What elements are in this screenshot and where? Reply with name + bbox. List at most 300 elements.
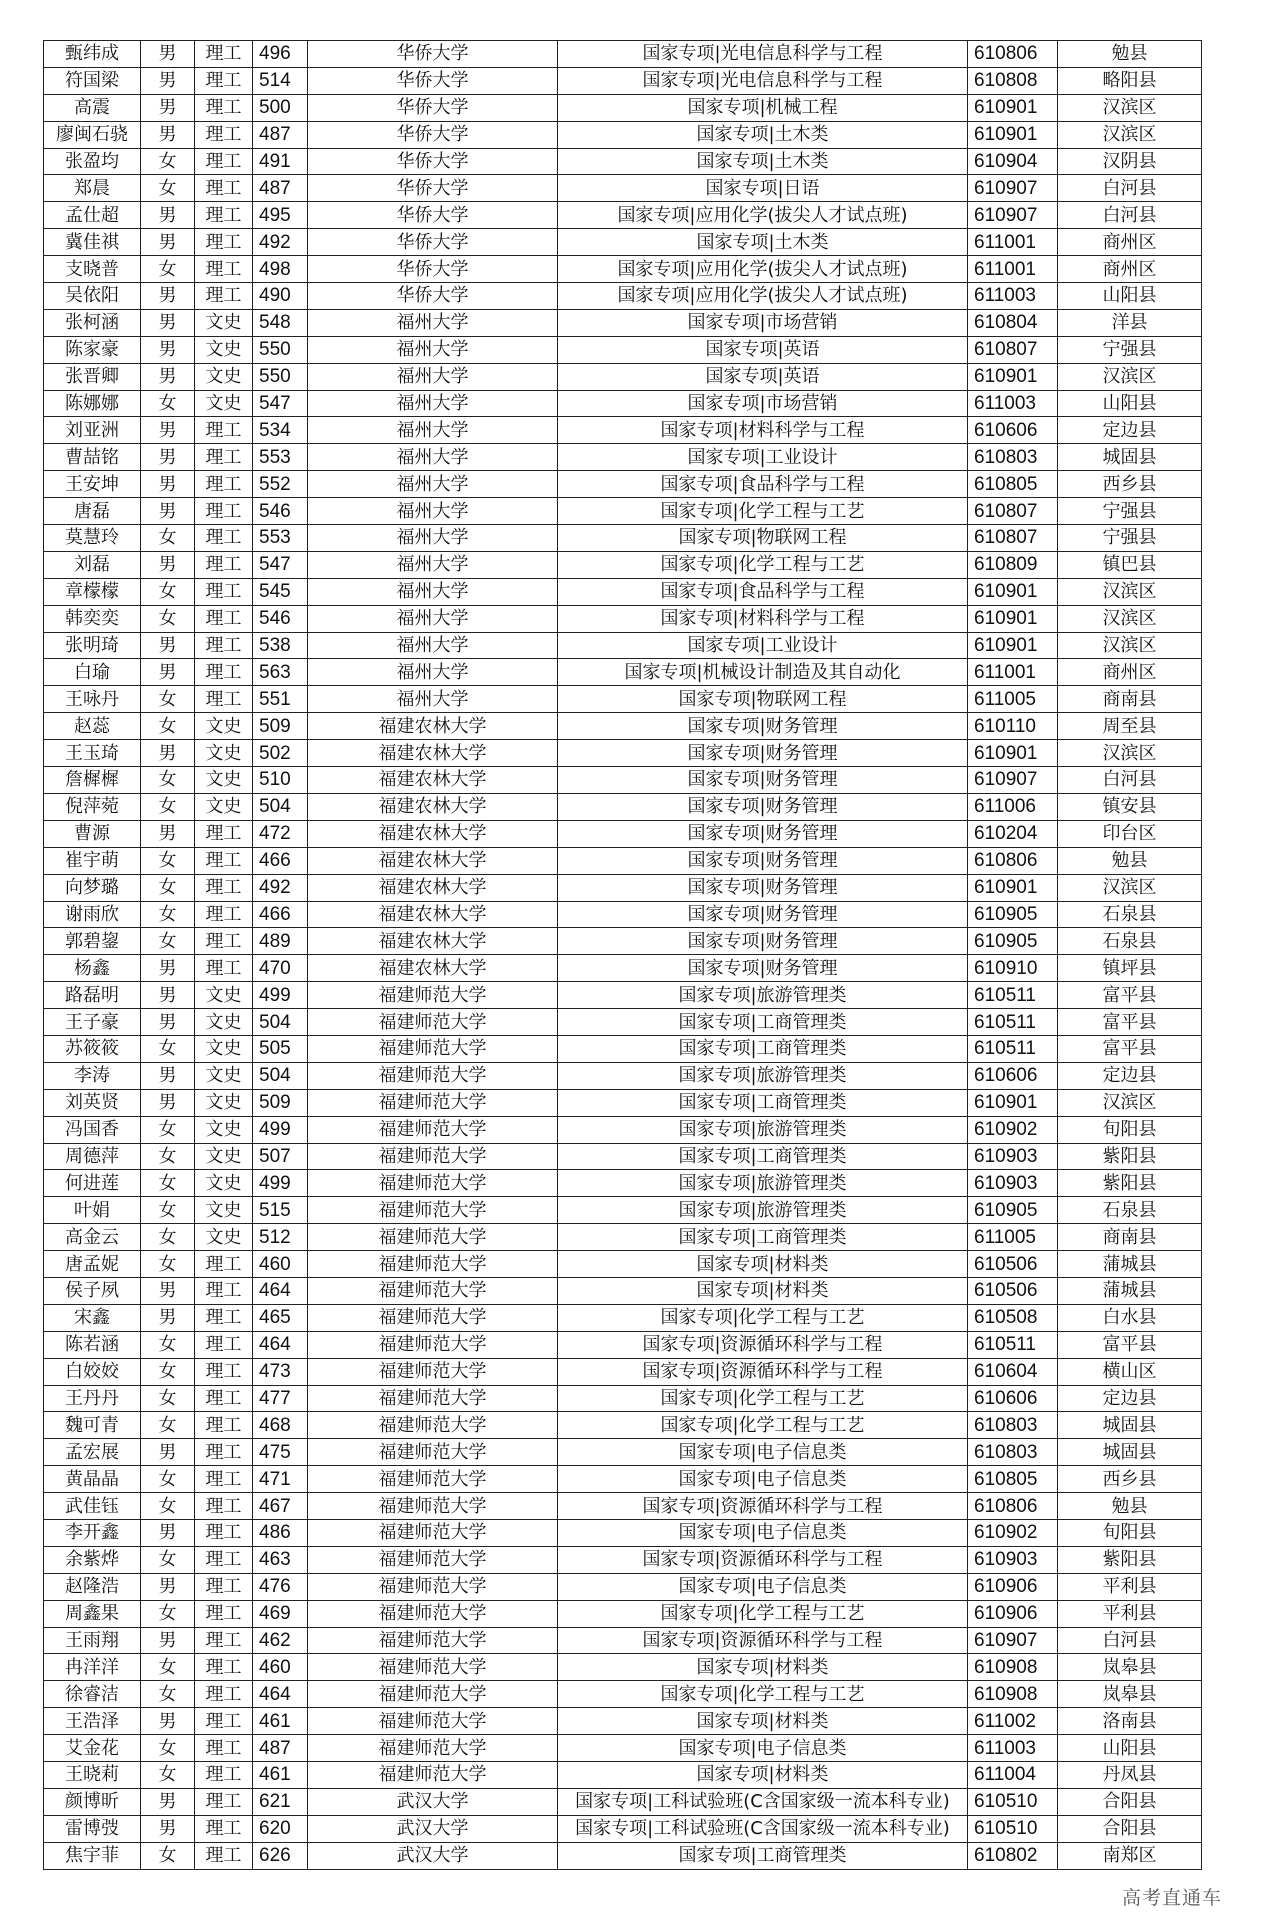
cell-gender: 男 (141, 740, 195, 767)
cell-major: 国家专项|食品科学与工程 (558, 471, 968, 498)
table-row (44, 1331, 1202, 1358)
cell-name: 冯国香 (44, 1116, 141, 1143)
table-row (44, 1170, 1202, 1197)
cell-major: 国家专项|化学工程与工艺 (558, 551, 968, 578)
cell-code: 610910 (968, 955, 1058, 982)
cell-track: 理工 (195, 256, 253, 283)
cell-score: 547 (253, 390, 308, 417)
cell-score: 492 (253, 874, 308, 901)
cell-university: 福建师范大学 (308, 1304, 558, 1331)
cell-name: 王咏丹 (44, 686, 141, 713)
cell-gender: 男 (141, 1815, 195, 1842)
cell-name: 高震 (44, 94, 141, 121)
cell-major: 国家专项|物联网工程 (558, 525, 968, 552)
cell-code: 611001 (968, 659, 1058, 686)
cell-university: 福建农林大学 (308, 928, 558, 955)
cell-code: 610510 (968, 1815, 1058, 1842)
cell-county: 紫阳县 (1058, 1170, 1202, 1197)
cell-county: 商南县 (1058, 686, 1202, 713)
cell-county: 汉滨区 (1058, 121, 1202, 148)
cell-score: 495 (253, 202, 308, 229)
cell-name: 吴依阳 (44, 283, 141, 310)
cell-major: 国家专项|材料科学与工程 (558, 605, 968, 632)
table-row (44, 874, 1202, 901)
table-row (44, 202, 1202, 229)
cell-code: 611006 (968, 793, 1058, 820)
table-body (44, 41, 1202, 1870)
cell-code: 610606 (968, 1385, 1058, 1412)
cell-major: 国家专项|财务管理 (558, 767, 968, 794)
cell-gender: 女 (141, 1493, 195, 1520)
cell-track: 理工 (195, 175, 253, 202)
cell-county: 紫阳县 (1058, 1143, 1202, 1170)
table-row (44, 1788, 1202, 1815)
table-row (44, 1197, 1202, 1224)
cell-university: 华侨大学 (308, 94, 558, 121)
cell-name: 苏筱筱 (44, 1035, 141, 1062)
table-row (44, 767, 1202, 794)
cell-track: 文史 (195, 793, 253, 820)
cell-code: 610807 (968, 525, 1058, 552)
cell-major: 国家专项|旅游管理类 (558, 982, 968, 1009)
cell-gender: 男 (141, 659, 195, 686)
cell-score: 469 (253, 1600, 308, 1627)
cell-track: 文史 (195, 1089, 253, 1116)
cell-gender: 女 (141, 390, 195, 417)
cell-track: 理工 (195, 417, 253, 444)
cell-code: 610907 (968, 202, 1058, 229)
cell-name: 侯子夙 (44, 1277, 141, 1304)
cell-major: 国家专项|资源循环科学与工程 (558, 1627, 968, 1654)
cell-university: 华侨大学 (308, 283, 558, 310)
cell-code: 610901 (968, 578, 1058, 605)
cell-score: 551 (253, 686, 308, 713)
cell-code: 610110 (968, 713, 1058, 740)
cell-county: 富平县 (1058, 1035, 1202, 1062)
cell-gender: 男 (141, 444, 195, 471)
cell-name: 李开鑫 (44, 1519, 141, 1546)
cell-score: 489 (253, 928, 308, 955)
cell-track: 理工 (195, 1277, 253, 1304)
cell-name: 周德萍 (44, 1143, 141, 1170)
cell-county: 白水县 (1058, 1304, 1202, 1331)
cell-track: 理工 (195, 444, 253, 471)
cell-name: 周鑫果 (44, 1600, 141, 1627)
cell-university: 武汉大学 (308, 1788, 558, 1815)
cell-university: 福建农林大学 (308, 793, 558, 820)
cell-code: 610805 (968, 471, 1058, 498)
cell-university: 福建师范大学 (308, 1116, 558, 1143)
cell-track: 文史 (195, 1062, 253, 1089)
table-row (44, 551, 1202, 578)
cell-score: 460 (253, 1251, 308, 1278)
cell-score: 471 (253, 1466, 308, 1493)
cell-university: 福州大学 (308, 444, 558, 471)
cell-gender: 女 (141, 1035, 195, 1062)
cell-score: 461 (253, 1762, 308, 1789)
cell-code: 610808 (968, 67, 1058, 94)
cell-track: 理工 (195, 1708, 253, 1735)
cell-gender: 男 (141, 202, 195, 229)
cell-score: 473 (253, 1358, 308, 1385)
cell-score: 509 (253, 713, 308, 740)
cell-university: 福建师范大学 (308, 1089, 558, 1116)
cell-track: 理工 (195, 605, 253, 632)
table-row (44, 1439, 1202, 1466)
cell-university: 武汉大学 (308, 1815, 558, 1842)
table-row (44, 928, 1202, 955)
cell-major: 国家专项|电子信息类 (558, 1573, 968, 1600)
table-row (44, 1385, 1202, 1412)
table-row (44, 390, 1202, 417)
cell-score: 500 (253, 94, 308, 121)
cell-score: 514 (253, 67, 308, 94)
cell-score: 486 (253, 1519, 308, 1546)
cell-county: 洛南县 (1058, 1708, 1202, 1735)
cell-university: 福建师范大学 (308, 1277, 558, 1304)
cell-major: 国家专项|财务管理 (558, 847, 968, 874)
cell-code: 611001 (968, 229, 1058, 256)
cell-gender: 男 (141, 1573, 195, 1600)
cell-major: 国家专项|材料类 (558, 1762, 968, 1789)
cell-track: 理工 (195, 1735, 253, 1762)
cell-county: 合阳县 (1058, 1788, 1202, 1815)
cell-gender: 男 (141, 498, 195, 525)
cell-county: 宁强县 (1058, 498, 1202, 525)
cell-track: 理工 (195, 471, 253, 498)
cell-score: 475 (253, 1439, 308, 1466)
cell-major: 国家专项|财务管理 (558, 901, 968, 928)
cell-gender: 男 (141, 1439, 195, 1466)
cell-code: 610901 (968, 94, 1058, 121)
cell-name: 向梦璐 (44, 874, 141, 901)
cell-score: 620 (253, 1815, 308, 1842)
table-row (44, 229, 1202, 256)
cell-university: 华侨大学 (308, 229, 558, 256)
cell-university: 华侨大学 (308, 202, 558, 229)
cell-gender: 女 (141, 1466, 195, 1493)
cell-track: 理工 (195, 632, 253, 659)
cell-major: 国家专项|工商管理类 (558, 1009, 968, 1036)
cell-gender: 男 (141, 1009, 195, 1036)
cell-code: 610905 (968, 901, 1058, 928)
cell-gender: 女 (141, 847, 195, 874)
cell-county: 勉县 (1058, 847, 1202, 874)
cell-code: 611001 (968, 256, 1058, 283)
cell-score: 504 (253, 1062, 308, 1089)
cell-name: 曹源 (44, 820, 141, 847)
cell-name: 陈若涵 (44, 1331, 141, 1358)
cell-name: 白姣姣 (44, 1358, 141, 1385)
cell-county: 平利县 (1058, 1573, 1202, 1600)
cell-major: 国家专项|电子信息类 (558, 1466, 968, 1493)
cell-university: 福建农林大学 (308, 820, 558, 847)
cell-track: 文史 (195, 309, 253, 336)
cell-county: 定边县 (1058, 1385, 1202, 1412)
cell-code: 610901 (968, 605, 1058, 632)
cell-code: 610506 (968, 1251, 1058, 1278)
cell-score: 538 (253, 632, 308, 659)
cell-code: 611004 (968, 1762, 1058, 1789)
cell-name: 支晓普 (44, 256, 141, 283)
table-row (44, 1573, 1202, 1600)
cell-track: 理工 (195, 229, 253, 256)
cell-gender: 女 (141, 767, 195, 794)
cell-university: 福建师范大学 (308, 1439, 558, 1466)
cell-name: 郑晨 (44, 175, 141, 202)
cell-county: 定边县 (1058, 1062, 1202, 1089)
cell-score: 548 (253, 309, 308, 336)
cell-university: 福建师范大学 (308, 1627, 558, 1654)
cell-score: 504 (253, 793, 308, 820)
cell-county: 汉阴县 (1058, 148, 1202, 175)
cell-major: 国家专项|食品科学与工程 (558, 578, 968, 605)
cell-track: 文史 (195, 1035, 253, 1062)
cell-major: 国家专项|材料类 (558, 1277, 968, 1304)
cell-score: 487 (253, 1735, 308, 1762)
cell-major: 国家专项|工商管理类 (558, 1089, 968, 1116)
cell-gender: 男 (141, 1304, 195, 1331)
table-row (44, 498, 1202, 525)
cell-name: 谢雨欣 (44, 901, 141, 928)
cell-university: 福建农林大学 (308, 740, 558, 767)
table-row (44, 820, 1202, 847)
cell-major: 国家专项|材料类 (558, 1708, 968, 1735)
cell-major: 国家专项|化学工程与工艺 (558, 1600, 968, 1627)
cell-county: 商南县 (1058, 1224, 1202, 1251)
cell-county: 白河县 (1058, 202, 1202, 229)
cell-name: 冀佳祺 (44, 229, 141, 256)
cell-county: 略阳县 (1058, 67, 1202, 94)
cell-university: 福州大学 (308, 417, 558, 444)
cell-major: 国家专项|材料类 (558, 1251, 968, 1278)
table-row (44, 148, 1202, 175)
cell-gender: 男 (141, 551, 195, 578)
cell-gender: 女 (141, 793, 195, 820)
cell-county: 旬阳县 (1058, 1116, 1202, 1143)
cell-university: 福建农林大学 (308, 713, 558, 740)
table-row (44, 309, 1202, 336)
cell-gender: 男 (141, 955, 195, 982)
cell-track: 理工 (195, 1681, 253, 1708)
cell-score: 505 (253, 1035, 308, 1062)
cell-gender: 男 (141, 820, 195, 847)
cell-gender: 女 (141, 1197, 195, 1224)
cell-university: 福建农林大学 (308, 874, 558, 901)
cell-name: 杨鑫 (44, 955, 141, 982)
cell-county: 商州区 (1058, 256, 1202, 283)
cell-score: 496 (253, 41, 308, 68)
cell-track: 理工 (195, 1304, 253, 1331)
cell-score: 545 (253, 578, 308, 605)
cell-major: 国家专项|电子信息类 (558, 1439, 968, 1466)
cell-track: 文史 (195, 390, 253, 417)
cell-score: 502 (253, 740, 308, 767)
cell-county: 富平县 (1058, 1009, 1202, 1036)
cell-score: 504 (253, 1009, 308, 1036)
cell-track: 理工 (195, 1815, 253, 1842)
cell-county: 合阳县 (1058, 1815, 1202, 1842)
cell-county: 商州区 (1058, 229, 1202, 256)
cell-major: 国家专项|旅游管理类 (558, 1116, 968, 1143)
cell-name: 王安坤 (44, 471, 141, 498)
cell-county: 周至县 (1058, 713, 1202, 740)
cell-code: 610807 (968, 498, 1058, 525)
cell-gender: 男 (141, 417, 195, 444)
cell-code: 610901 (968, 740, 1058, 767)
cell-code: 610804 (968, 309, 1058, 336)
cell-name: 雷博弢 (44, 1815, 141, 1842)
cell-gender: 女 (141, 1224, 195, 1251)
cell-code: 610901 (968, 874, 1058, 901)
cell-gender: 男 (141, 336, 195, 363)
cell-university: 华侨大学 (308, 148, 558, 175)
cell-code: 611003 (968, 1735, 1058, 1762)
cell-major: 国家专项|机械设计制造及其自动化 (558, 659, 968, 686)
cell-name: 王丹丹 (44, 1385, 141, 1412)
cell-university: 福州大学 (308, 363, 558, 390)
cell-name: 王玉琦 (44, 740, 141, 767)
cell-major: 国家专项|电子信息类 (558, 1519, 968, 1546)
cell-name: 焦宇菲 (44, 1842, 141, 1869)
cell-track: 理工 (195, 955, 253, 982)
cell-major: 国家专项|英语 (558, 336, 968, 363)
cell-name: 曹喆铭 (44, 444, 141, 471)
cell-track: 理工 (195, 1788, 253, 1815)
table-row (44, 1493, 1202, 1520)
cell-major: 国家专项|物联网工程 (558, 686, 968, 713)
cell-code: 610506 (968, 1277, 1058, 1304)
cell-county: 印台区 (1058, 820, 1202, 847)
table-row (44, 175, 1202, 202)
cell-university: 福建师范大学 (308, 1412, 558, 1439)
cell-gender: 女 (141, 713, 195, 740)
cell-score: 490 (253, 283, 308, 310)
cell-county: 汉滨区 (1058, 605, 1202, 632)
cell-university: 福建师范大学 (308, 1009, 558, 1036)
cell-major: 国家专项|旅游管理类 (558, 1062, 968, 1089)
cell-gender: 女 (141, 578, 195, 605)
cell-major: 国家专项|财务管理 (558, 740, 968, 767)
cell-gender: 男 (141, 283, 195, 310)
cell-code: 610907 (968, 767, 1058, 794)
cell-code: 610907 (968, 1627, 1058, 1654)
cell-gender: 男 (141, 1089, 195, 1116)
cell-county: 岚皋县 (1058, 1681, 1202, 1708)
cell-major: 国家专项|财务管理 (558, 820, 968, 847)
cell-code: 610511 (968, 1035, 1058, 1062)
cell-name: 韩奕奕 (44, 605, 141, 632)
cell-county: 宁强县 (1058, 525, 1202, 552)
cell-university: 武汉大学 (308, 1842, 558, 1869)
table-row (44, 1654, 1202, 1681)
cell-major: 国家专项|光电信息科学与工程 (558, 67, 968, 94)
watermark-text: 高考直通车 (1121, 1887, 1222, 1909)
table-row (44, 1842, 1202, 1869)
cell-track: 理工 (195, 67, 253, 94)
cell-track: 理工 (195, 1358, 253, 1385)
cell-university: 福建农林大学 (308, 767, 558, 794)
cell-county: 汉滨区 (1058, 94, 1202, 121)
table-row (44, 632, 1202, 659)
cell-major: 国家专项|旅游管理类 (558, 1170, 968, 1197)
table-row (44, 1251, 1202, 1278)
cell-name: 颜博昕 (44, 1788, 141, 1815)
table-row (44, 1035, 1202, 1062)
cell-code: 610806 (968, 41, 1058, 68)
admission-list (43, 40, 1201, 1870)
cell-major: 国家专项|财务管理 (558, 955, 968, 982)
cell-major: 国家专项|电子信息类 (558, 1735, 968, 1762)
cell-track: 文史 (195, 1009, 253, 1036)
cell-track: 理工 (195, 41, 253, 68)
cell-code: 610604 (968, 1358, 1058, 1385)
table-row (44, 847, 1202, 874)
cell-track: 文史 (195, 1170, 253, 1197)
table-row (44, 283, 1202, 310)
cell-university: 福建师范大学 (308, 1466, 558, 1493)
table-row (44, 417, 1202, 444)
cell-track: 理工 (195, 578, 253, 605)
cell-name: 徐睿洁 (44, 1681, 141, 1708)
table-row (44, 713, 1202, 740)
cell-track: 理工 (195, 1519, 253, 1546)
cell-major: 国家专项|土木类 (558, 148, 968, 175)
cell-score: 465 (253, 1304, 308, 1331)
cell-university: 福州大学 (308, 390, 558, 417)
cell-name: 路磊明 (44, 982, 141, 1009)
cell-name: 崔宇萌 (44, 847, 141, 874)
cell-name: 武佳钰 (44, 1493, 141, 1520)
cell-university: 福建师范大学 (308, 1493, 558, 1520)
cell-name: 章檬檬 (44, 578, 141, 605)
table-row (44, 793, 1202, 820)
cell-name: 艾金花 (44, 1735, 141, 1762)
cell-name: 张晋卿 (44, 363, 141, 390)
cell-gender: 女 (141, 1762, 195, 1789)
cell-name: 王浩泽 (44, 1708, 141, 1735)
cell-name: 唐磊 (44, 498, 141, 525)
cell-code: 610510 (968, 1788, 1058, 1815)
cell-university: 福建师范大学 (308, 1143, 558, 1170)
cell-university: 福州大学 (308, 632, 558, 659)
cell-code: 610806 (968, 847, 1058, 874)
cell-code: 610903 (968, 1170, 1058, 1197)
cell-gender: 女 (141, 1600, 195, 1627)
cell-university: 华侨大学 (308, 256, 558, 283)
cell-major: 国家专项|工商管理类 (558, 1224, 968, 1251)
cell-code: 610901 (968, 121, 1058, 148)
cell-county: 西乡县 (1058, 1466, 1202, 1493)
cell-major: 国家专项|资源循环科学与工程 (558, 1331, 968, 1358)
cell-score: 476 (253, 1573, 308, 1600)
cell-major: 国家专项|资源循环科学与工程 (558, 1546, 968, 1573)
cell-name: 王晓莉 (44, 1762, 141, 1789)
cell-county: 山阳县 (1058, 1735, 1202, 1762)
cell-track: 理工 (195, 847, 253, 874)
cell-track: 理工 (195, 928, 253, 955)
cell-university: 福建师范大学 (308, 1654, 558, 1681)
cell-code: 610901 (968, 1089, 1058, 1116)
cell-university: 福建师范大学 (308, 1331, 558, 1358)
cell-county: 山阳县 (1058, 390, 1202, 417)
cell-county: 蒲城县 (1058, 1277, 1202, 1304)
cell-code: 610904 (968, 148, 1058, 175)
cell-gender: 男 (141, 1519, 195, 1546)
cell-gender: 男 (141, 471, 195, 498)
cell-county: 横山区 (1058, 1358, 1202, 1385)
cell-gender: 男 (141, 982, 195, 1009)
